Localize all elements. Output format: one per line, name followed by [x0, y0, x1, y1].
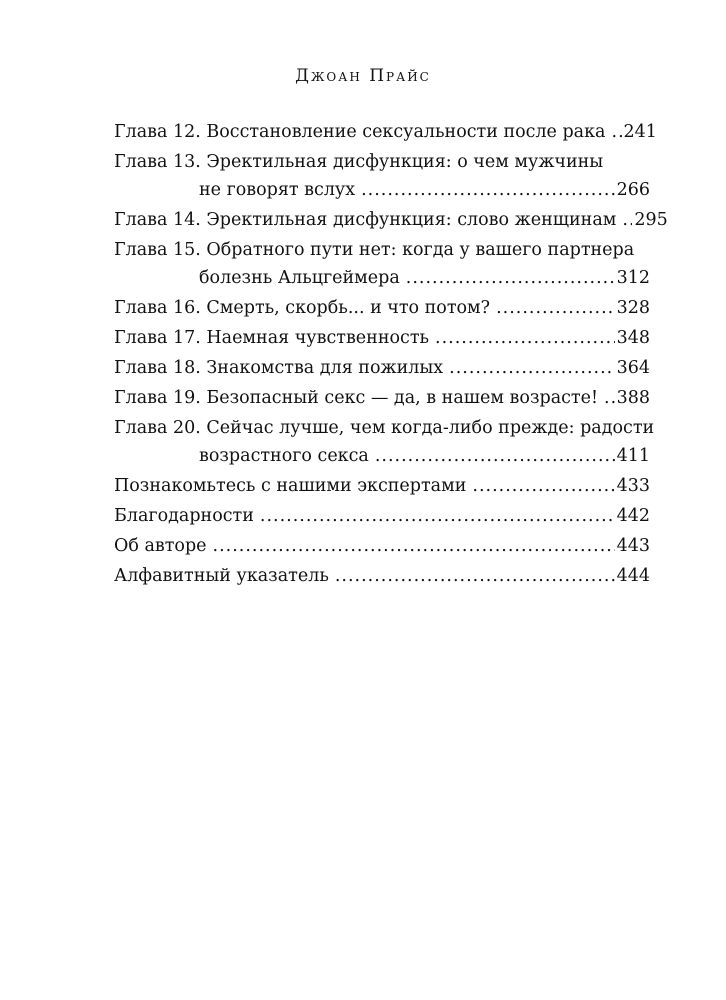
toc-line — [114, 294, 650, 322]
toc-entry-title: Глава 18. Знакомства для пожилых — [114, 358, 444, 378]
toc-page-number: 312 — [616, 268, 650, 288]
toc-entry — [114, 118, 657, 146]
toc-leader-dots — [375, 442, 615, 470]
toc-entry — [114, 472, 650, 500]
toc-leader-dots — [361, 176, 614, 204]
toc-entry — [114, 562, 650, 590]
toc-entry-title: Глава 16. Смерть, скорбь... и что потом? — [114, 298, 491, 318]
toc-page-number: 266 — [616, 180, 650, 200]
toc-leader-dots — [622, 206, 632, 234]
toc-page-number: 443 — [616, 536, 650, 556]
running-head: Джоан Прайс — [295, 66, 431, 86]
toc-entry-title-continued: возрастного секса — [199, 446, 369, 466]
toc-leader-dots — [612, 118, 622, 146]
toc-line — [114, 206, 668, 234]
toc-entry-title: Глава 15. Обратного пути нет: когда у вашего партнера — [114, 240, 635, 260]
toc-page-number: 328 — [616, 298, 650, 318]
toc-entry — [114, 324, 650, 352]
toc-line — [114, 354, 650, 382]
toc-line — [114, 118, 657, 146]
toc-page-number: 388 — [616, 388, 650, 408]
toc-leader-dots — [449, 354, 614, 382]
toc-leader-dots — [406, 264, 615, 292]
toc-entry-title: Глава 14. Эректильная дисфункция: слово женщинам — [114, 210, 617, 230]
toc-line — [114, 562, 650, 590]
toc-entry-title: Глава 12. Восстановление сексуальности после рака — [114, 122, 606, 142]
toc-leader-dots — [213, 532, 615, 560]
toc-leader-dots — [335, 562, 615, 590]
toc-entry-title: Глава 17. Наемная чувственность — [114, 328, 430, 348]
toc-entry — [114, 532, 650, 560]
toc-leader-dots — [260, 502, 615, 530]
toc-line — [114, 236, 650, 264]
toc-page-number: 442 — [616, 506, 650, 526]
toc-entry — [114, 236, 650, 292]
toc-entry — [114, 206, 668, 234]
toc-page-number: 241 — [623, 122, 657, 142]
toc-page-number: 444 — [616, 566, 650, 586]
toc-entry-title-continued: болезнь Альцгеймера — [199, 268, 400, 288]
toc-line — [114, 502, 650, 530]
toc-line — [114, 324, 650, 352]
toc-line-continued — [114, 442, 650, 470]
toc-line — [114, 148, 650, 176]
toc-page-number: 364 — [616, 358, 650, 378]
toc-entry-title: Познакомьтесь с нашими экспертами — [114, 476, 467, 496]
toc-line — [114, 384, 650, 412]
toc-page-number: 295 — [634, 210, 668, 230]
toc-leader-dots — [496, 294, 615, 322]
toc-entry — [114, 148, 650, 204]
toc-leader-dots — [472, 472, 614, 500]
toc-entry — [114, 354, 650, 382]
toc-line-continued — [114, 176, 650, 204]
toc-page-number: 411 — [616, 446, 650, 466]
toc-line — [114, 532, 650, 560]
toc-line — [114, 414, 655, 442]
toc-entry-title: Глава 13. Эректильная дисфункция: о чем мужчины — [114, 152, 604, 172]
table-of-contents — [114, 118, 668, 592]
toc-entry-title: Глава 20. Сейчас лучше, чем когда-либо прежде: радости — [114, 418, 655, 438]
toc-leader-dots — [435, 324, 615, 352]
toc-entry-title: Об авторе — [114, 536, 207, 556]
toc-line-continued — [114, 264, 650, 292]
toc-entry-title-continued: не говорят вслух — [199, 180, 356, 200]
toc-page-number: 433 — [616, 476, 650, 496]
toc-entry-title: Благодарности — [114, 506, 254, 526]
toc-entry — [114, 294, 650, 322]
toc-line — [114, 472, 650, 500]
toc-entry-title: Глава 19. Безопасный секс — да, в нашем возрасте! — [114, 388, 599, 408]
toc-entry-title: Алфавитный указатель — [114, 566, 329, 586]
toc-entry — [114, 384, 650, 412]
toc-leader-dots — [604, 384, 615, 412]
toc-page-number: 348 — [616, 328, 650, 348]
toc-entry — [114, 502, 650, 530]
toc-entry — [114, 414, 655, 470]
